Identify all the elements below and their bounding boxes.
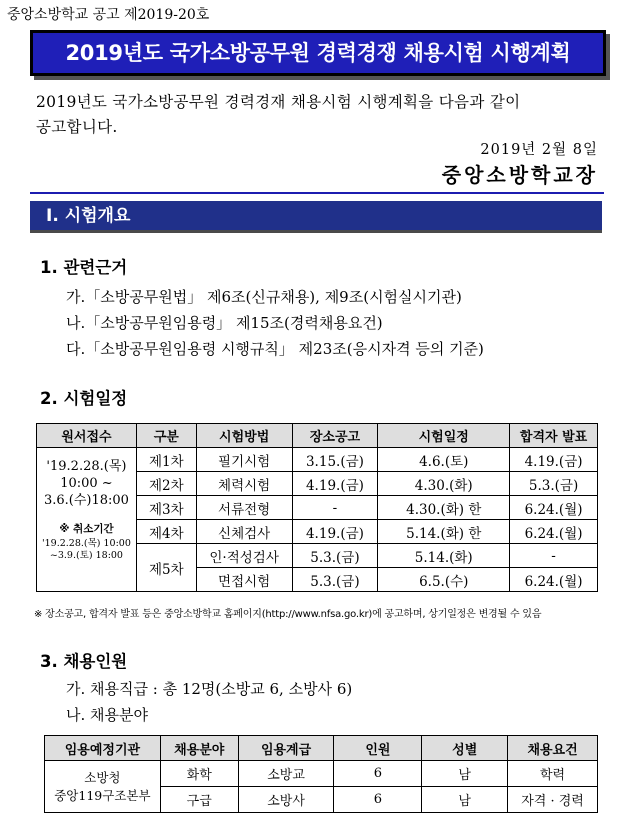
stage-cell: 제3차 <box>136 496 196 520</box>
venue-cell: 5.3.(금) <box>292 544 378 568</box>
requirement-cell: 학력 <box>508 761 598 787</box>
count-cell: 6 <box>334 787 422 813</box>
cancel-period-line: ~3.9.(토) 18:00 <box>49 550 123 561</box>
apply-line: 10:00 ~ <box>60 476 113 491</box>
col-header: 인원 <box>334 736 422 761</box>
intro-line-1: 2019년도 국가소방공무원 경력경재 채용시험 시행계획을 다음과 같이 <box>36 93 521 111</box>
notice-date: 2019년 2월 8일 <box>480 142 598 158</box>
rank-cell: 소방사 <box>238 787 334 813</box>
col-header: 임용계급 <box>238 736 334 761</box>
organization-line: 소방청 <box>84 769 121 785</box>
legal-basis-item: 나.「소방공무원임용령」 제15조(경력채용요건) <box>66 314 383 332</box>
stage-cell: 제4차 <box>136 520 196 544</box>
exam-date-cell: 5.14.(화) <box>378 544 510 568</box>
title-banner: 2019년도 국가소방공무원 경력경쟁 채용시험 시행계획 <box>30 30 606 76</box>
stage-cell: 제1차 <box>136 448 196 472</box>
table-row <box>37 448 598 472</box>
method-cell: 체력시험 <box>196 472 292 496</box>
heading-recruitment: 3. 채용인원 <box>40 652 128 671</box>
cancel-period-line: '19.2.28.(목) 10:00 <box>42 538 131 549</box>
col-header: 시험일정 <box>378 424 510 448</box>
organization-line: 중앙119구조본부 <box>54 787 151 803</box>
gender-cell: 남 <box>422 761 508 787</box>
venue-cell: 4.19.(금) <box>292 520 378 544</box>
exam-date-cell: 6.5.(수) <box>378 568 510 592</box>
legal-basis-list <box>66 284 484 362</box>
col-header: 원서접수 <box>37 424 137 448</box>
venue-cell: 4.19.(금) <box>292 472 378 496</box>
field-cell: 화학 <box>160 761 238 787</box>
col-header: 임용예정기관 <box>45 736 161 761</box>
apply-line: '19.2.28.(목) <box>46 459 127 474</box>
result-cell: 6.24.(월) <box>510 520 598 544</box>
col-header: 채용분야 <box>160 736 238 761</box>
exam-date-cell: 4.30.(화) <box>378 472 510 496</box>
divider-line <box>30 192 604 194</box>
recruitment-item: 가. 채용직급 : 총 12명(소방교 6, 소방사 6) <box>66 680 353 698</box>
stage-cell: 제5차 <box>136 544 196 592</box>
result-cell: - <box>510 544 598 568</box>
gender-cell: 남 <box>422 787 508 813</box>
venue-cell: 5.3.(금) <box>292 568 378 592</box>
heading-schedule: 2. 시험일정 <box>40 389 128 408</box>
legal-basis-item: 가.「소방공무원법」 제6조(신규채용), 제9조(시험실시기관) <box>66 288 462 306</box>
method-cell: 필기시험 <box>196 448 292 472</box>
stage-cell: 제2차 <box>136 472 196 496</box>
recruitment-table <box>44 735 598 813</box>
intro-line-2: 공고합니다. <box>36 118 118 136</box>
recruitment-list <box>66 676 352 728</box>
col-header: 시험방법 <box>196 424 292 448</box>
col-header: 구분 <box>136 424 196 448</box>
result-cell: 6.24.(월) <box>510 568 598 592</box>
result-cell: 6.24.(월) <box>510 496 598 520</box>
rank-cell: 소방교 <box>238 761 334 787</box>
venue-cell: 3.15.(금) <box>292 448 378 472</box>
section-title-overview: Ⅰ. 시험개요 <box>30 201 602 233</box>
apply-line: 3.6.(수)18:00 <box>43 493 129 508</box>
cancel-period-title: ※ 취소기간 <box>59 523 114 535</box>
count-cell: 6 <box>334 761 422 787</box>
application-period-cell <box>37 448 137 592</box>
venue-cell: - <box>292 496 378 520</box>
method-cell: 면접시험 <box>196 568 292 592</box>
method-cell: 서류전형 <box>196 496 292 520</box>
schedule-header-row <box>37 424 598 448</box>
table-row <box>45 761 598 787</box>
schedule-footnote: ※ 장소공고, 합격자 발표 등은 중앙소방학교 홈페이지(http://www.nfsa.go.kr)에 공고하며, 상기일정은 변경될 수 있음 <box>34 609 542 620</box>
requirement-cell: 자격 · 경력 <box>508 787 598 813</box>
recruitment-header-row <box>45 736 598 761</box>
exam-date-cell: 4.6.(토) <box>378 448 510 472</box>
heading-legal-basis: 1. 관련근거 <box>40 258 128 277</box>
signer: 중앙소방학교장 <box>441 163 598 187</box>
col-header: 채용요건 <box>508 736 598 761</box>
exam-date-cell: 4.30.(화) 한 <box>378 496 510 520</box>
field-cell: 구급 <box>160 787 238 813</box>
exam-date-cell: 5.14.(화) 한 <box>378 520 510 544</box>
col-header: 장소공고 <box>292 424 378 448</box>
method-cell: 인·적성검사 <box>196 544 292 568</box>
result-cell: 5.3.(금) <box>510 472 598 496</box>
recruitment-item: 나. 채용분야 <box>66 706 148 724</box>
result-cell: 4.19.(금) <box>510 448 598 472</box>
intro-paragraph <box>36 90 612 140</box>
method-cell: 신체검사 <box>196 520 292 544</box>
col-header: 합격자 발표 <box>510 424 598 448</box>
notice-number: 중앙소방학교 공고 제2019-20호 <box>7 7 210 23</box>
organization-cell <box>45 761 161 813</box>
schedule-table <box>36 423 598 592</box>
col-header: 성별 <box>422 736 508 761</box>
legal-basis-item: 다.「소방공무원임용령 시행규칙」 제23조(응시자격 등의 기준) <box>66 340 484 358</box>
